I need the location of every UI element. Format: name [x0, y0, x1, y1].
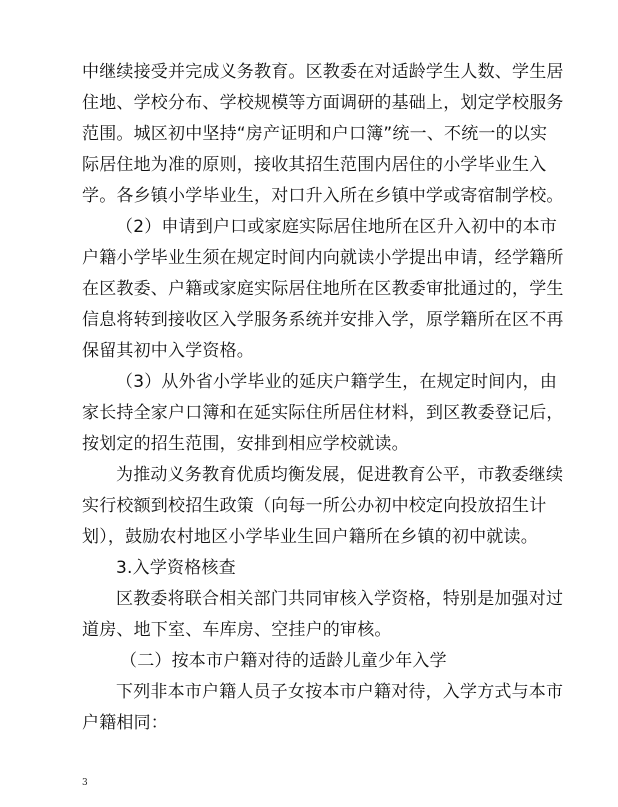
paragraph-line-16: 划），鼓励农村地区小学毕业生回户籍所在乡镇的初中就读。 [82, 527, 538, 547]
paragraph-line-7: 户籍小学毕业生须在规定时间内向就读小学提出申请，经学籍所 [82, 248, 564, 268]
paragraph-line-12: 家长持全家户口簿和在延实际住所居住材料，到区教委登记后， [82, 403, 564, 423]
paragraph-line-14: 为推动义务教育优质均衡发展，促进教育公平，市教委继续 [116, 465, 564, 485]
paragraph-line-1: 中继续接受并完成义务教育。区教委在对适龄学生人数、学生居 [82, 62, 564, 82]
paragraph-line-10: 保留其初中入学资格。 [82, 341, 254, 361]
paragraph-line-2: 住地、学校分布、学校规模等方面调研的基础上，划定学校服务 [82, 93, 564, 113]
paragraph-line-9: 信息将转到接收区入学服务系统并安排入学，原学籍所在区不再 [82, 310, 564, 330]
subsection-heading-line: （二）按本市户籍对待的适龄儿童少年入学 [120, 651, 447, 671]
paragraph-line-13: 按划定的招生范围，安排到相应学校就读。 [82, 434, 409, 454]
page-number: 3 [82, 778, 88, 788]
paragraph-line-22: 户籍相同： [82, 713, 168, 733]
paragraph-line-3: 范围。城区初中坚持“房产证明和户口簿”统一、不统一的以实 [82, 124, 548, 144]
paragraph-line-15: 实行校额到校招生政策（向每一所公办初中校定向投放招生计 [82, 496, 547, 516]
paragraph-line-6: （2）申请到户口或家庭实际居住地所在区升入初中的本市 [116, 217, 558, 237]
paragraph-line-18: 区教委将联合相关部门共同审核入学资格，特别是加强对过 [116, 589, 564, 609]
section-heading-line: 3.入学资格核查 [116, 558, 236, 578]
paragraph-line-21: 下列非本市户籍人员子女按本市户籍对待，入学方式与本市 [116, 682, 564, 702]
paragraph-line-5: 学。各乡镇小学毕业生，对口升入所在乡镇中学或寄宿制学校。 [82, 186, 564, 206]
paragraph-line-8: 在区教委、户籍或家庭实际居住地所在区教委审批通过的，学生 [82, 279, 564, 299]
paragraph-line-4: 际居住地为准的原则，接收其招生范围内居住的小学毕业生入 [82, 155, 547, 175]
paragraph-line-11: （3）从外省小学毕业的延庆户籍学生，在规定时间内，由 [116, 372, 558, 392]
paragraph-line-19: 道房、地下室、车库房、空挂户的审核。 [82, 620, 392, 640]
